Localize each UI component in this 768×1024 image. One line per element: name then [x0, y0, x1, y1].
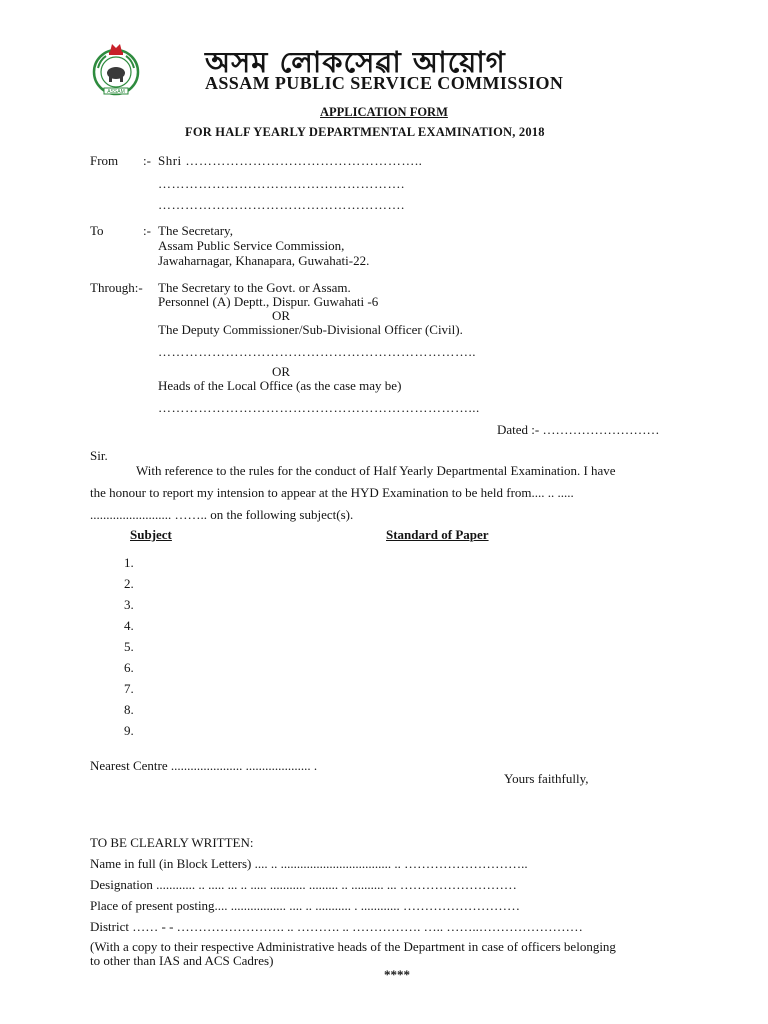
- subject-row-1: 1.: [124, 555, 134, 570]
- through-line-4: Heads of the Local Office (as the case may be): [158, 378, 402, 393]
- body-line-3: ......................... …….. on the following subject(s).: [90, 507, 354, 522]
- subject-row-2: 2.: [124, 576, 134, 591]
- through-or-2: OR: [272, 364, 291, 379]
- standard-column-header: Standard of Paper: [386, 527, 489, 542]
- fields-heading: TO BE CLEARLY WRITTEN:: [90, 835, 254, 850]
- through-or-1: OR: [272, 308, 291, 323]
- through-dots-2: ……………………………………………………………...: [158, 400, 480, 415]
- through-line-3: The Deputy Commissioner/Sub-Divisional Officer (Civil).: [158, 322, 463, 337]
- copy-note-line-2: to other than IAS and ACS Cadres): [90, 953, 274, 968]
- from-separator: :-: [143, 153, 151, 168]
- district-field: District …… - - ……………………. .. ………. .. ……………. ….. ……..……………………: [90, 919, 583, 934]
- from-label: From: [90, 153, 119, 168]
- apsc-emblem-logo: [90, 42, 142, 98]
- form-subtitle: FOR HALF YEARLY DEPARTMENTAL EXAMINATION, 2018: [185, 125, 545, 139]
- from-line-2: ……………………………………………….: [158, 176, 405, 191]
- copy-note-line-1: (With a copy to their respective Administrative heads of the Department in case of officers belonging: [90, 939, 616, 954]
- form-title: APPLICATION FORM: [320, 105, 448, 119]
- to-line-2: Assam Public Service Commission,: [158, 238, 345, 253]
- through-dots-1: ……………………………………………………………..: [158, 344, 476, 359]
- from-line-1: Shri ……………………………………………..: [158, 153, 423, 168]
- to-separator: :-: [143, 223, 151, 238]
- org-title: ASSAM PUBLIC SERVICE COMMISSION: [205, 73, 564, 93]
- subject-row-3: 3.: [124, 597, 134, 612]
- subject-row-8: 8.: [124, 702, 134, 717]
- through-line-2: Personnel (A) Deptt., Dispur. Guwahati -6: [158, 294, 379, 309]
- designation-field: Designation ............ .. ..... ... .. ..... ........... ......... .. .......... ... ………………………: [90, 877, 517, 892]
- body-line-2: the honour to report my intension to appear at the HYD Examination to be held from.... .. .....: [90, 485, 574, 500]
- posting-field: Place of present posting.... ................. .... .. ........... . ............ ………………………: [90, 898, 521, 913]
- subject-row-9: 9.: [124, 723, 134, 738]
- subject-column-header: Subject: [130, 527, 172, 542]
- name-field: Name in full (in Block Letters) .... .. .................................. .. ………………………..: [90, 856, 528, 871]
- body-line-1: With reference to the rules for the conduct of Half Yearly Departmental Examination. I have: [136, 463, 616, 478]
- from-line-3: ……………………………………………….: [158, 197, 405, 212]
- dated-field: Dated :- ………………………: [497, 422, 660, 437]
- subject-row-4: 4.: [124, 618, 134, 633]
- to-label: To: [90, 223, 104, 238]
- to-line-1: The Secretary,: [158, 223, 233, 238]
- subject-row-6: 6.: [124, 660, 134, 675]
- through-line-1: The Secretary to the Govt. or Assam.: [158, 280, 351, 295]
- org-title-bengali: অসম লোকসেৱা আয়োগ: [205, 45, 506, 79]
- end-marker: ****: [384, 967, 410, 982]
- logo-text: ASSAM: [107, 89, 125, 95]
- salutation: Sir.: [90, 448, 108, 463]
- to-line-3: Jawaharnagar, Khanapara, Guwahati-22.: [158, 253, 370, 268]
- subject-row-5: 5.: [124, 639, 134, 654]
- through-label: Through:-: [90, 280, 143, 295]
- nearest-centre: Nearest Centre ...................... .................... .: [90, 758, 318, 773]
- subject-row-7: 7.: [124, 681, 134, 696]
- closing-yours-faithfully: Yours faithfully,: [504, 771, 589, 786]
